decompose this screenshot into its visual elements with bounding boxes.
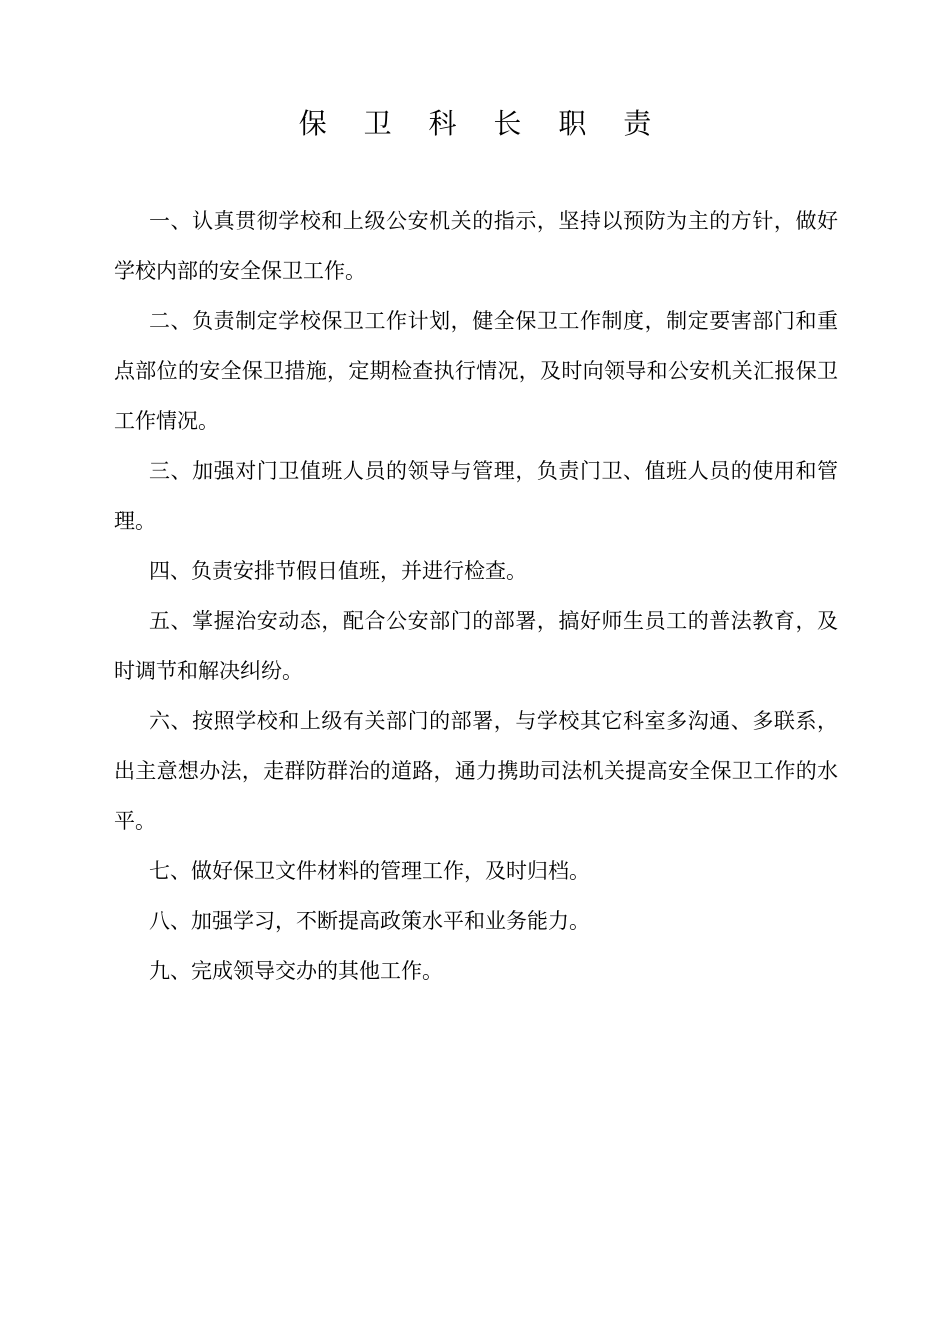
paragraph-7: 七、做好保卫文件材料的管理工作，及时归档。	[149, 859, 590, 883]
document-body	[114, 196, 838, 996]
paragraph-1: 一、认真贯彻学校和上级公安机关的指示，坚持以预防为主的方针，做好学校内部的安全保卫工作。	[114, 209, 838, 283]
paragraph-8: 八、加强学习，不断提高政策水平和业务能力。	[149, 909, 590, 933]
page-title: 保 卫 科 长 职 责	[298, 107, 666, 140]
paragraph-5: 五、掌握治安动态，配合公安部门的部署，搞好师生员工的普法教育，及时调节和解决纠纷。	[114, 609, 838, 683]
paragraph-9: 九、完成领导交办的其他工作。	[149, 959, 443, 983]
paragraph-6: 六、按照学校和上级有关部门的部署，与学校其它科室多沟通、多联系，出主意想办法，走群防群治的道路，通力携助司法机关提高安全保卫工作的水平。	[114, 709, 838, 833]
paragraph-2: 二、负责制定学校保卫工作计划，健全保卫工作制度，制定要害部门和重点部位的安全保卫措施，定期检查执行情况，及时向领导和公安机关汇报保卫工作情况。	[114, 309, 838, 433]
paragraph-4: 四、负责安排节假日值班，并进行检查。	[149, 559, 527, 583]
paragraph-3: 三、加强对门卫值班人员的领导与管理，负责门卫、值班人员的使用和管理。	[114, 459, 838, 533]
